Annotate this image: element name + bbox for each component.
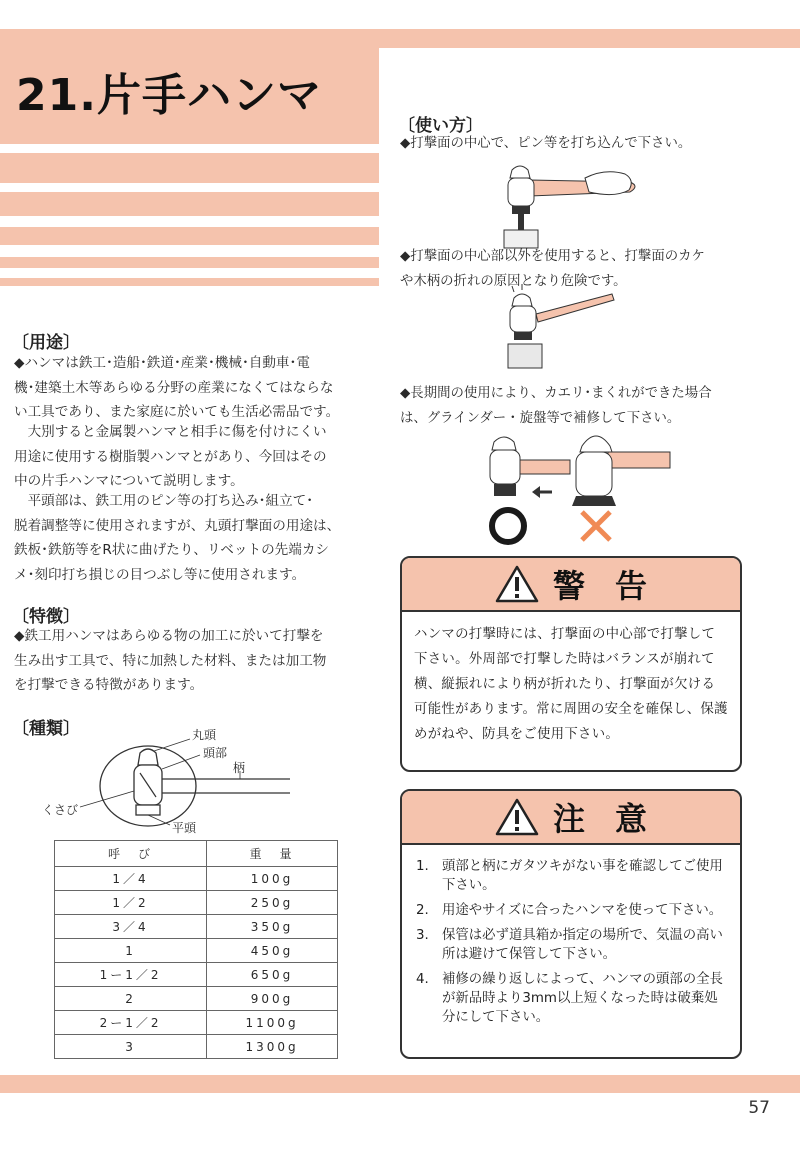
label-round-head: 丸頭	[192, 728, 217, 742]
cell-weight: 450g	[207, 939, 338, 963]
off-center-strike-illustration	[500, 290, 620, 370]
cell-weight: 1300g	[207, 1035, 338, 1059]
how-to-use-item-3: ◆長期間の使用により、カエリ･まくれができた場合 は、グラインダー・旋盤等で補修して下さい。	[400, 386, 712, 426]
usage-paragraph-3: 平頭部は、鉄工用のピン等の打ち込み･組立て･ 脱着調整等に使用されますが、丸頭打撃面の用途は、 鉄板･鉄筋等をR状に曲げたり、リベットの先端カシ メ･刻印打ち損じの目つぶし等に使用されます。	[14, 493, 341, 583]
caution-title: 注意	[552, 800, 677, 838]
hammer-parts-diagram	[90, 735, 310, 835]
how-to-use-item-2: ◆打撃面の中心部以外を使用すると、打撃面のカケ や木柄の折れの原因となり危険です。	[400, 249, 705, 289]
cell-size: 1	[55, 939, 207, 963]
caution-item-number: 2.	[416, 903, 429, 918]
cell-size: 1／2	[55, 891, 207, 915]
cell-weight: 250g	[207, 891, 338, 915]
caution-list	[402, 845, 740, 1027]
warning-triangle-icon	[495, 565, 539, 603]
header-weight: 重 量	[207, 841, 338, 867]
cell-size: 1ー1／2	[55, 963, 207, 987]
caution-box-header	[402, 791, 740, 845]
features-paragraph: ◆鉄工用ハンマはあらゆる物の加工に於いて打撃を 生み出す工具で、特に加熱した材料、または加工物 を打撃できる特徴があります。	[14, 628, 327, 693]
stripe-2	[0, 192, 379, 216]
caution-item-number: 3.	[416, 928, 429, 943]
stripe-5	[0, 278, 379, 286]
caution-triangle-icon	[495, 798, 539, 836]
label-handle: 柄	[233, 761, 246, 775]
table-header-row	[55, 841, 338, 867]
bottom-band	[0, 1075, 800, 1093]
caution-item-number: 1.	[416, 859, 429, 874]
types-heading: 〔種類〕	[12, 719, 80, 739]
cell-weight: 900g	[207, 987, 338, 1011]
table-row	[55, 1035, 338, 1059]
cell-size: 3／4	[55, 915, 207, 939]
header-size: 呼 び	[55, 841, 207, 867]
list-item	[416, 970, 730, 1027]
repair-comparison-illustration	[480, 430, 670, 552]
table-row	[55, 891, 338, 915]
caution-item-text: 用途やサイズに合ったハンマを使って下さい。	[442, 903, 723, 918]
cell-size: 1／4	[55, 867, 207, 891]
features-heading: 〔特徴〕	[12, 607, 80, 627]
table-row	[55, 1011, 338, 1035]
warning-title: 警告	[552, 567, 677, 605]
center-strike-illustration	[490, 160, 650, 250]
cell-size: 2ー1／2	[55, 1011, 207, 1035]
caution-item-text: 補修の繰り返しによって、ハンマの頭部の全長が新品時より3mm以上短くなった時は破棄処分にして下さい。	[442, 972, 723, 1025]
table-row	[55, 915, 338, 939]
usage-paragraph-1: ◆ハンマは鉄工･造船･鉄道･産業･機械･自動車･電 機･建築土木等あらゆる分野の産業になくてはならな い工具であり、また家庭に於いても生活必需品です。	[14, 355, 340, 420]
table-row	[55, 963, 338, 987]
cell-size: 2	[55, 987, 207, 1011]
how-to-use-heading: 〔使い方〕	[398, 116, 483, 136]
top-band	[0, 29, 800, 48]
label-flat-head: 平頭	[172, 821, 197, 835]
caution-box	[400, 789, 742, 1059]
caution-item-text: 頭部と柄にガタツキがない事を確認してご使用下さい。	[442, 859, 723, 893]
list-item	[416, 857, 730, 895]
table-row	[55, 987, 338, 1011]
warning-box-header	[402, 558, 740, 612]
list-item	[416, 926, 730, 964]
warning-text: ハンマの打撃時には、打撃面の中心部で打撃して下さい。外周部で打撃した時はバランスが崩れて横、縦振れにより柄が折れたり、打撃面が欠ける可能性があります。常に周囲の安全を確保し、保護めがねや、防具をご使用下さい。	[414, 627, 728, 742]
usage-heading: 〔用途〕	[12, 333, 80, 353]
caution-item-text: 保管は必ず道具箱か指定の場所で、気温の高い所は避けて保管して下さい。	[442, 928, 723, 962]
table-row	[55, 939, 338, 963]
list-item	[416, 901, 730, 920]
cell-weight: 650g	[207, 963, 338, 987]
cell-size: 3	[55, 1035, 207, 1059]
how-to-use-item-1: ◆打撃面の中心で、ピン等を打ち込んで下さい。	[400, 136, 692, 151]
label-head: 頭部	[203, 746, 228, 760]
stripe-3	[0, 227, 379, 245]
table-row	[55, 867, 338, 891]
caution-item-number: 4.	[416, 972, 429, 987]
stripe-1	[0, 153, 379, 183]
page-title: 21.片手ハンマ	[16, 70, 322, 121]
cell-weight: 350g	[207, 915, 338, 939]
spec-table	[54, 840, 338, 1059]
cell-weight: 1100g	[207, 1011, 338, 1035]
cell-weight: 100g	[207, 867, 338, 891]
usage-paragraph-2: 大別すると金属製ハンマと相手に傷を付けにくい 用途に使用する樹脂製ハンマとがあり、今回はその 中の片手ハンマについて説明します。	[14, 424, 327, 489]
label-wedge: くさび	[42, 803, 79, 817]
page-number: 57	[748, 1098, 770, 1118]
warning-box	[400, 556, 742, 772]
stripe-4	[0, 257, 379, 268]
